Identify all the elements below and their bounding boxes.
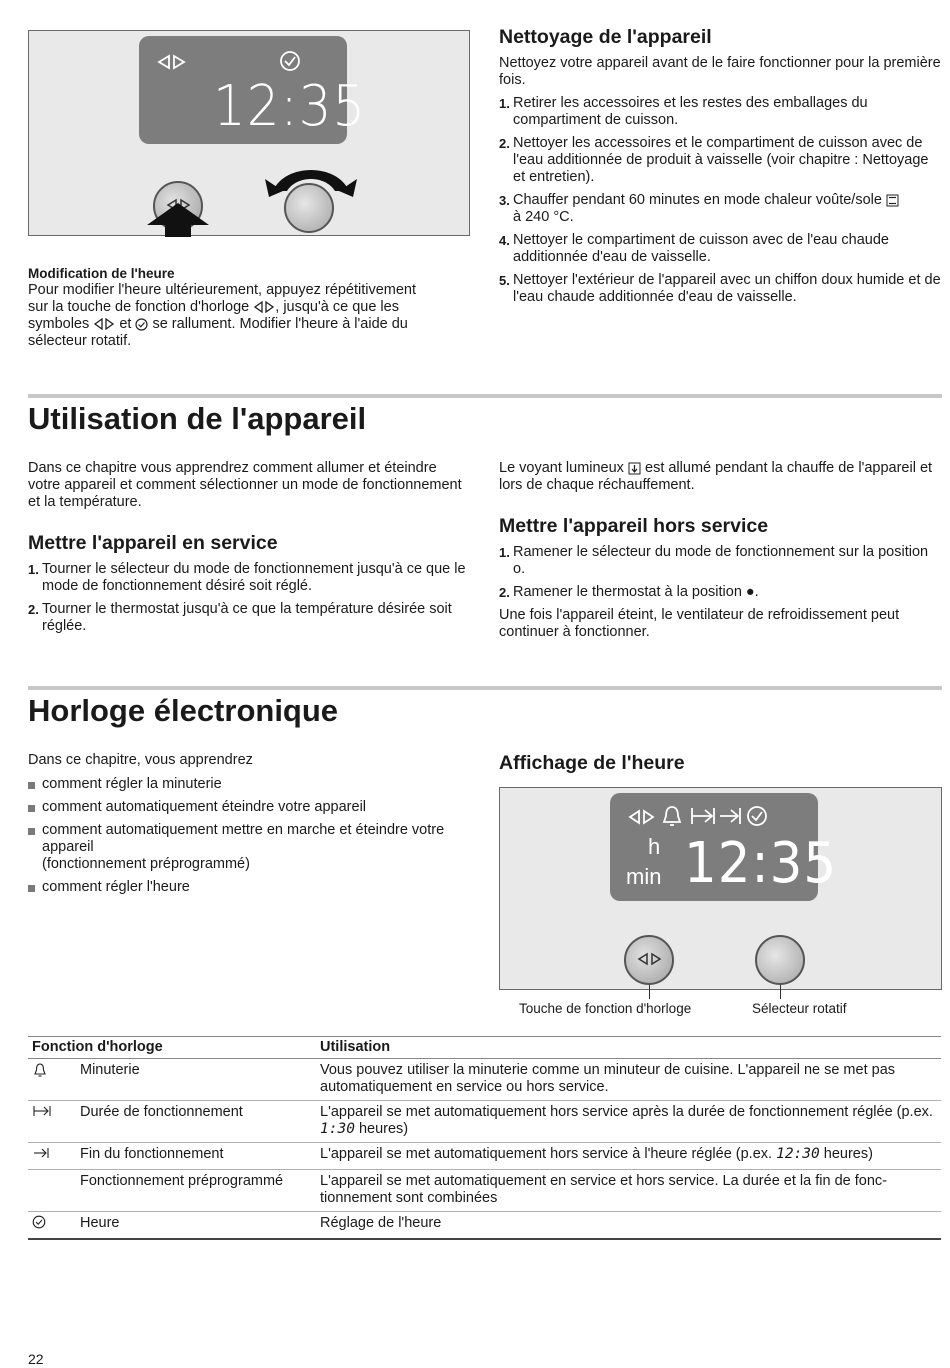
switch-off-note: Une fois l'appareil éteint, le ventilateur de refroidissement peut continuer à fonctionner. [499, 607, 900, 640]
usage-right-column [499, 460, 941, 641]
duration-icon [690, 806, 716, 826]
clock-intro: Dans ce chapitre, vous apprendrez [28, 752, 253, 768]
clock-functions-table [28, 1036, 941, 1240]
indicator-light-note: Le voyant lumineux est allumé pendant la chauffe de l'appareil et lors de chaque réchauffement. [499, 460, 933, 493]
page-number: 22 [28, 1351, 44, 1367]
table-header-row [28, 1037, 941, 1059]
switch-off-title: Mettre l'appareil hors service [499, 515, 769, 537]
list-item: 2. Nettoyer les accessoires et le compartiment de cuisson avec de l'eau additionnée de produit à vaisselle (voir chapitre : Nettoyage et entretien). [499, 135, 929, 185]
caption-line-3: symboles et se rallument. Modifier l'heure à l'aide du [28, 316, 408, 332]
caption-line-1: Pour modifier l'heure ultérieurement, appuyez répétitivement [28, 282, 417, 298]
indicator-light-icon [628, 462, 641, 475]
list-item: 2. Ramener le thermostat à la position ●. [499, 584, 759, 600]
list-item: comment automatiquement mettre en marche et éteindre votre appareil (fonctionnement préprogrammé) [28, 822, 468, 873]
clock-icon [746, 805, 768, 827]
cleaning-steps [499, 95, 941, 306]
list-item: comment automatiquement éteindre votre appareil [28, 799, 468, 816]
list-item: comment régler la minuterie [28, 776, 468, 793]
end-icon [718, 806, 742, 826]
top-bottom-heat-icon [886, 194, 899, 207]
caption-title: Modification de l'heure [28, 266, 175, 281]
clock-function-symbol-icon [157, 54, 187, 70]
lcd-display [610, 793, 838, 901]
label-rotary-selector: Sélecteur rotatif [752, 1001, 847, 1016]
time-display-title: Affichage de l'heure [499, 752, 685, 774]
function-usage: Réglage de l'heure [316, 1212, 941, 1240]
usage-left-column [28, 460, 468, 641]
rotate-arrow-icon [265, 151, 357, 197]
clock-intro-column [28, 752, 468, 902]
table-row [28, 1143, 941, 1170]
clock-display-illustration [499, 787, 942, 990]
clock-function-symbol-icon [628, 809, 656, 825]
list-item: 5. Nettoyer l'extérieur de l'appareil avec un chiffon doux humide et de l'eau chaude additionnée d'eau de vaisselle. [499, 272, 941, 305]
list-item: 1. Ramener le sélecteur du mode de fonctionnement sur la position o. [499, 544, 929, 577]
display-time: 12:35 [213, 74, 367, 139]
table-row [28, 1212, 941, 1240]
function-name: Heure [76, 1212, 316, 1240]
function-usage: L'appareil se met automatiquement hors service à l'heure réglée (p.ex. 12:30 heures) [316, 1143, 941, 1170]
lcd-display [139, 36, 367, 144]
clock-icon [279, 50, 301, 72]
switch-off-steps [499, 544, 941, 601]
bell-icon [660, 804, 684, 828]
clock-icon [32, 1215, 46, 1229]
cleaning-section [499, 26, 941, 312]
clock-title: Horloge électronique [28, 693, 339, 728]
caption-line-2: sur la touche de fonction d'horloge , jusqu'à ce que les [28, 299, 399, 315]
cleaning-title: Nettoyage de l'appareil [499, 26, 712, 48]
rotary-selector[interactable] [755, 935, 805, 985]
usage-intro: Dans ce chapitre vous apprendrez comment allumer et éteindre votre appareil et comment sélectionner un mode de fonctionnement et la température. [28, 460, 462, 510]
press-arrow-icon [147, 203, 209, 237]
function-name: Fin du fonctionnement [76, 1143, 316, 1170]
clock-panel-illustration [28, 30, 470, 236]
list-item: 2. Tourner le thermostat jusqu'à ce que la température désirée soit réglée. [28, 601, 452, 634]
leader-line [649, 985, 650, 999]
clock-icon [135, 318, 148, 331]
table-header-function: Fonction d'horloge [28, 1037, 316, 1059]
function-name: Minuterie [76, 1059, 316, 1101]
switch-on-title: Mettre l'appareil en service [28, 532, 278, 554]
list-item: 1. Tourner le sélecteur du mode de fonctionnement jusqu'à ce que le mode de fonctionnement désiré soit réglé. [28, 561, 466, 594]
function-name: Durée de fonctionnement [76, 1101, 316, 1143]
function-name: Fonctionnement préprogrammé [76, 1170, 316, 1212]
section-divider [28, 394, 942, 398]
section-divider [28, 686, 942, 690]
unit-hours: h [648, 834, 661, 859]
function-usage: L'appareil se met automatiquement en service et hors service. La durée et la fin de fonc-tionnement sont combinées [316, 1170, 941, 1212]
label-clock-function-key: Touche de fonction d'horloge [519, 1001, 692, 1016]
caption-line-4: sélecteur rotatif. [28, 333, 132, 349]
list-item: 1. Retirer les accessoires et les restes des emballages du compartiment de cuisson. [499, 95, 868, 128]
clock-function-symbol-icon [637, 952, 663, 966]
clock-function-button[interactable] [624, 935, 674, 985]
list-item: comment régler l'heure [28, 879, 468, 896]
bell-icon [32, 1062, 48, 1078]
end-icon [32, 1146, 50, 1160]
time-change-caption [28, 265, 468, 350]
duration-icon [32, 1104, 52, 1118]
usage-title: Utilisation de l'appareil [28, 401, 367, 436]
table-header-usage: Utilisation [316, 1037, 941, 1059]
function-usage: L'appareil se met automatiquement hors service après la durée de fonctionnement réglée (p.ex. 1:30 heures) [316, 1101, 941, 1143]
display-time: 12:35 [684, 831, 838, 896]
table-row [28, 1170, 941, 1212]
list-item: 3. Chauffer pendant 60 minutes en mode chaleur voûte/sole à 240 °C. [499, 192, 941, 226]
function-usage: Vous pouvez utiliser la minuterie comme un minuteur de cuisine. L'appareil ne se met pas automatiquement en service ou hors service. [316, 1059, 941, 1101]
table-row [28, 1101, 941, 1143]
table-row [28, 1059, 941, 1101]
unit-minutes: min [626, 864, 662, 889]
clock-function-symbol-icon [253, 301, 275, 313]
clock-topics [28, 776, 468, 896]
leader-line [780, 985, 781, 999]
switch-on-steps [28, 561, 468, 635]
cleaning-intro: Nettoyez votre appareil avant de le faire fonctionner pour la première fois. [499, 55, 941, 88]
list-item: 4. Nettoyer le compartiment de cuisson avec de l'eau chaude additionnée d'eau de vaisselle. [499, 232, 889, 265]
clock-function-symbol-icon [93, 318, 115, 330]
